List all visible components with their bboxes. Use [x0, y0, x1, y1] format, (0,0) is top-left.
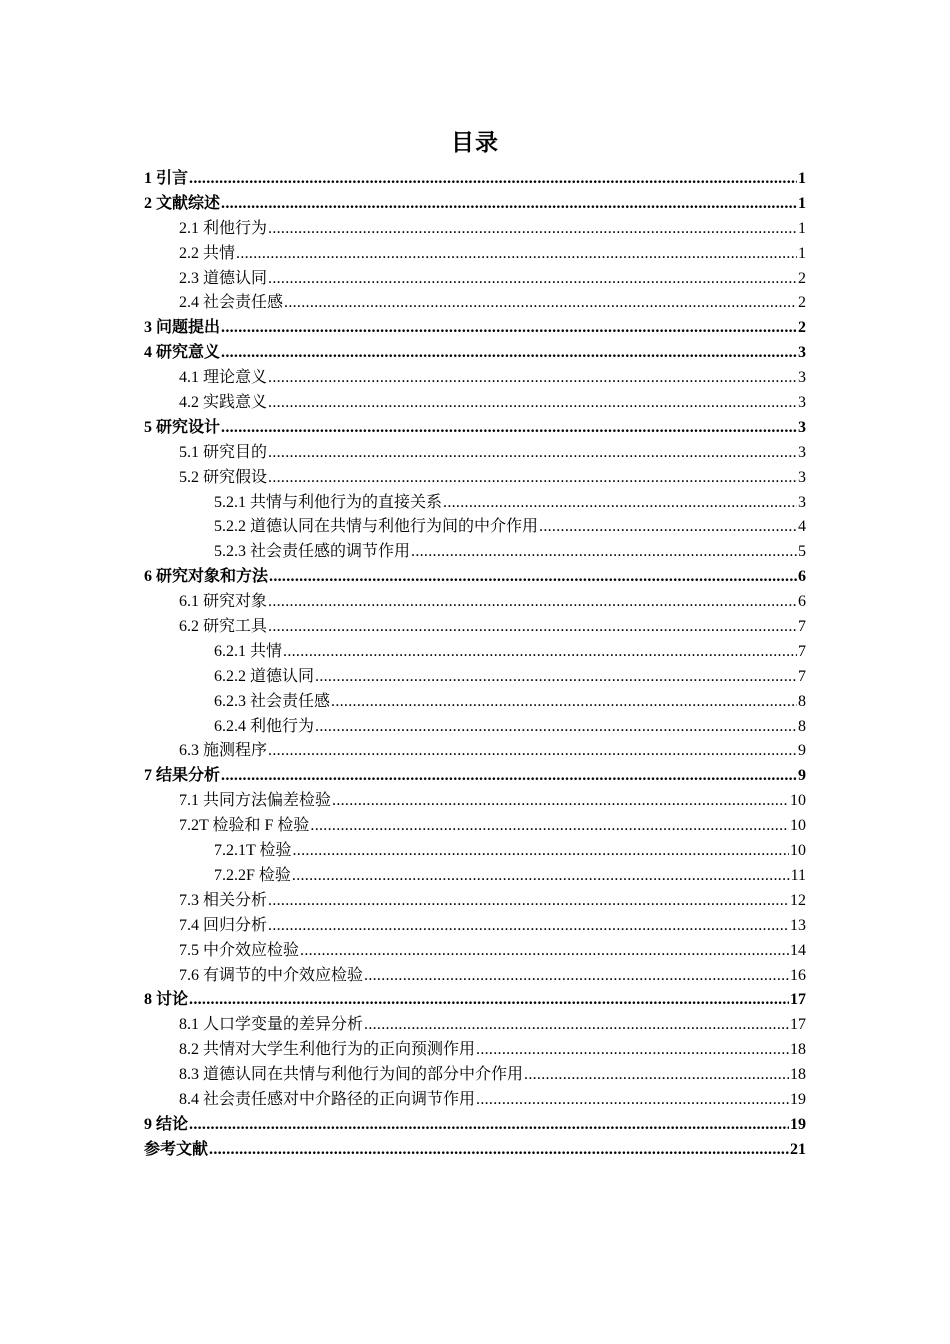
toc-entry-title: 8.3 道德认同在共情与利他行为间的部分中介作用 — [179, 1066, 524, 1084]
toc-entry-title: 7.3 相关分析 — [179, 891, 268, 909]
toc-entry-title: 4.1 理论意义 — [179, 369, 268, 387]
toc-entry-title: 7.2T 检验和 F 检验 — [179, 817, 310, 835]
dot-leader — [293, 839, 790, 864]
dot-leader — [221, 192, 797, 217]
toc-entry-page-number: 19 — [790, 1090, 806, 1108]
toc-entry-page-number: 5 — [798, 543, 806, 561]
toc-entry-title: 7.6 有调节的中介效应检验 — [179, 966, 364, 984]
toc-entry-page-number: 1 — [798, 219, 806, 237]
toc-entry-page-number: 21 — [790, 1140, 806, 1158]
toc-entry[interactable] — [144, 640, 806, 665]
toc-entry-page-number: 13 — [790, 916, 806, 934]
toc-entry[interactable] — [144, 715, 806, 740]
toc-entry-page-number: 3 — [798, 493, 806, 511]
toc-entry-page-number: 1 — [798, 244, 806, 262]
toc-entry-title: 5.2.2 道德认同在共情与利他行为间的中介作用 — [214, 518, 539, 536]
toc-entry[interactable] — [144, 789, 806, 814]
toc-entry-title: 8 讨论 — [144, 991, 189, 1009]
toc-entry-title: 2.3 道德认同 — [179, 269, 268, 287]
toc-entry-page-number: 2 — [798, 319, 806, 337]
toc-entry-title: 1 引言 — [144, 170, 189, 187]
dot-leader — [221, 764, 797, 789]
dot-leader — [539, 515, 797, 540]
dot-leader — [268, 590, 797, 615]
dot-leader — [283, 640, 797, 665]
toc-entry-page-number: 1 — [798, 170, 806, 187]
toc-entry-title: 7.4 回归分析 — [179, 916, 268, 934]
toc-entry-page-number: 12 — [790, 891, 806, 909]
dot-leader — [268, 739, 797, 764]
toc-entry-title: 2.1 利他行为 — [179, 219, 268, 237]
toc-entry-page-number: 3 — [798, 344, 806, 362]
toc-entry[interactable] — [144, 864, 806, 889]
toc-entry-title: 4.2 实践意义 — [179, 394, 268, 412]
toc-entry[interactable] — [144, 167, 806, 192]
dot-leader — [411, 540, 797, 565]
toc-entry[interactable] — [144, 341, 806, 366]
toc-entry-page-number: 2 — [798, 294, 806, 312]
toc-entry-page-number: 1 — [798, 194, 806, 212]
toc-entry-title: 8.1 人口学变量的差异分析 — [179, 1016, 364, 1034]
toc-entry-title: 3 问题提出 — [144, 319, 221, 337]
dot-leader — [209, 1138, 789, 1163]
toc-entry-page-number: 6 — [798, 593, 806, 611]
toc-entry-title: 5.2.3 社会责任感的调节作用 — [214, 543, 411, 561]
toc-entry[interactable] — [144, 515, 806, 540]
dot-leader — [268, 914, 789, 939]
toc-entry-title: 7.2.1T 检验 — [214, 842, 292, 860]
toc-entry[interactable] — [144, 914, 806, 939]
toc-entry-page-number: 6 — [798, 568, 806, 586]
dot-leader — [268, 615, 797, 640]
dot-leader — [443, 491, 797, 516]
toc-entry-page-number: 19 — [790, 1115, 806, 1133]
toc-entry[interactable] — [144, 615, 806, 640]
toc-entry[interactable] — [144, 217, 806, 242]
toc-entry-title: 6 研究对象和方法 — [144, 568, 269, 586]
toc-entry[interactable] — [144, 988, 806, 1013]
toc-entry-page-number: 4 — [798, 518, 806, 536]
toc-entry-title: 7.1 共同方法偏差检验 — [179, 792, 332, 810]
dot-leader — [269, 565, 797, 590]
table-of-contents — [144, 167, 806, 1163]
toc-entry[interactable] — [144, 690, 806, 715]
toc-entry-page-number: 7 — [798, 642, 806, 660]
toc-entry-title: 7.5 中介效应检验 — [179, 941, 300, 959]
dot-leader — [236, 242, 797, 267]
page-title: 目录 — [451, 130, 499, 156]
toc-entry[interactable] — [144, 1113, 806, 1138]
toc-entry[interactable] — [144, 839, 806, 864]
toc-entry[interactable] — [144, 366, 806, 391]
toc-entry[interactable] — [144, 1038, 806, 1063]
toc-entry-page-number: 10 — [790, 792, 806, 810]
toc-entry-title: 6.2.1 共情 — [214, 642, 283, 660]
dot-leader — [189, 167, 797, 192]
dot-leader — [476, 1088, 789, 1113]
dot-leader — [364, 1013, 789, 1038]
toc-entry-page-number: 3 — [798, 418, 806, 436]
toc-entry-title: 6.2.2 道德认同 — [214, 667, 315, 685]
toc-entry[interactable] — [144, 441, 806, 466]
toc-entry-title: 7 结果分析 — [144, 767, 221, 785]
toc-entry-page-number: 9 — [798, 742, 806, 760]
dot-leader — [268, 217, 797, 242]
dot-leader — [268, 391, 797, 416]
toc-entry-page-number: 7 — [798, 667, 806, 685]
toc-entry[interactable] — [144, 391, 806, 416]
toc-entry-page-number: 3 — [798, 369, 806, 387]
toc-entry-page-number: 3 — [798, 443, 806, 461]
dot-leader — [189, 988, 789, 1013]
dot-leader — [292, 864, 790, 889]
dot-leader — [315, 715, 797, 740]
dot-leader — [310, 814, 789, 839]
dot-leader — [315, 665, 797, 690]
toc-entry[interactable] — [144, 739, 806, 764]
toc-entry[interactable] — [144, 316, 806, 341]
toc-entry-title: 2.4 社会责任感 — [179, 294, 284, 312]
toc-entry-title: 5 研究设计 — [144, 418, 221, 436]
dot-leader — [364, 964, 789, 989]
dot-leader — [221, 341, 797, 366]
toc-entry-title: 5.2 研究假设 — [179, 468, 268, 486]
toc-entry[interactable] — [144, 466, 806, 491]
toc-entry-page-number: 3 — [798, 394, 806, 412]
toc-entry[interactable] — [144, 964, 806, 989]
toc-entry-page-number: 14 — [790, 941, 806, 959]
toc-entry[interactable] — [144, 291, 806, 316]
toc-entry[interactable] — [144, 1088, 806, 1113]
toc-entry-title: 2 文献综述 — [144, 194, 221, 212]
dot-leader — [221, 416, 797, 441]
toc-entry-page-number: 16 — [790, 966, 806, 984]
toc-entry-page-number: 10 — [790, 817, 806, 835]
dot-leader — [331, 690, 797, 715]
toc-entry[interactable] — [144, 1138, 806, 1163]
toc-entry-title: 8.4 社会责任感对中介路径的正向调节作用 — [179, 1090, 476, 1108]
toc-entry-page-number: 9 — [798, 767, 806, 785]
toc-entry[interactable] — [144, 1063, 806, 1088]
dot-leader — [284, 291, 797, 316]
toc-entry-title: 参考文献 — [144, 1140, 209, 1158]
toc-entry-title: 6.2.4 利他行为 — [214, 717, 315, 735]
toc-entry[interactable] — [144, 267, 806, 292]
toc-entry-page-number: 18 — [790, 1066, 806, 1084]
toc-entry-title: 7.2.2F 检验 — [214, 866, 291, 884]
toc-entry-title: 6.3 施测程序 — [179, 742, 268, 760]
toc-entry-page-number: 18 — [790, 1041, 806, 1059]
dot-leader — [268, 889, 789, 914]
dot-leader — [189, 1113, 789, 1138]
toc-entry-page-number: 10 — [790, 842, 806, 860]
toc-entry[interactable] — [144, 192, 806, 217]
toc-entry[interactable] — [144, 565, 806, 590]
toc-entry-page-number: 2 — [798, 269, 806, 287]
toc-entry[interactable] — [144, 590, 806, 615]
dot-leader — [268, 441, 797, 466]
toc-entry-title: 8.2 共情对大学生利他行为的正向预测作用 — [179, 1041, 476, 1059]
dot-leader — [524, 1063, 789, 1088]
dot-leader — [332, 789, 789, 814]
toc-entry-title: 5.1 研究目的 — [179, 443, 268, 461]
dot-leader — [221, 316, 797, 341]
toc-entry-page-number: 8 — [798, 692, 806, 710]
toc-entry[interactable] — [144, 814, 806, 839]
toc-entry-page-number: 11 — [790, 866, 806, 884]
toc-entry[interactable] — [144, 242, 806, 267]
dot-leader — [300, 939, 789, 964]
toc-entry-title: 6.2 研究工具 — [179, 618, 268, 636]
toc-entry-title: 5.2.1 共情与利他行为的直接关系 — [214, 493, 443, 511]
toc-entry-title: 4 研究意义 — [144, 344, 221, 362]
toc-entry[interactable] — [144, 1013, 806, 1038]
dot-leader — [268, 466, 797, 491]
toc-entry[interactable] — [144, 416, 806, 441]
toc-entry-page-number: 17 — [790, 1016, 806, 1034]
toc-entry-title: 6.1 研究对象 — [179, 593, 268, 611]
toc-entry-title: 9 结论 — [144, 1115, 189, 1133]
dot-leader — [268, 267, 797, 292]
toc-entry[interactable] — [144, 764, 806, 789]
toc-entry[interactable] — [144, 889, 806, 914]
toc-entry[interactable] — [144, 939, 806, 964]
toc-entry[interactable] — [144, 540, 806, 565]
toc-entry[interactable] — [144, 491, 806, 516]
toc-entry-page-number: 3 — [798, 468, 806, 486]
dot-leader — [268, 366, 797, 391]
toc-entry-page-number: 7 — [798, 618, 806, 636]
toc-entry-page-number: 8 — [798, 717, 806, 735]
dot-leader — [476, 1038, 789, 1063]
toc-entry-page-number: 17 — [790, 991, 806, 1009]
toc-entry[interactable] — [144, 665, 806, 690]
toc-entry-title: 2.2 共情 — [179, 244, 236, 262]
toc-entry-title: 6.2.3 社会责任感 — [214, 692, 331, 710]
